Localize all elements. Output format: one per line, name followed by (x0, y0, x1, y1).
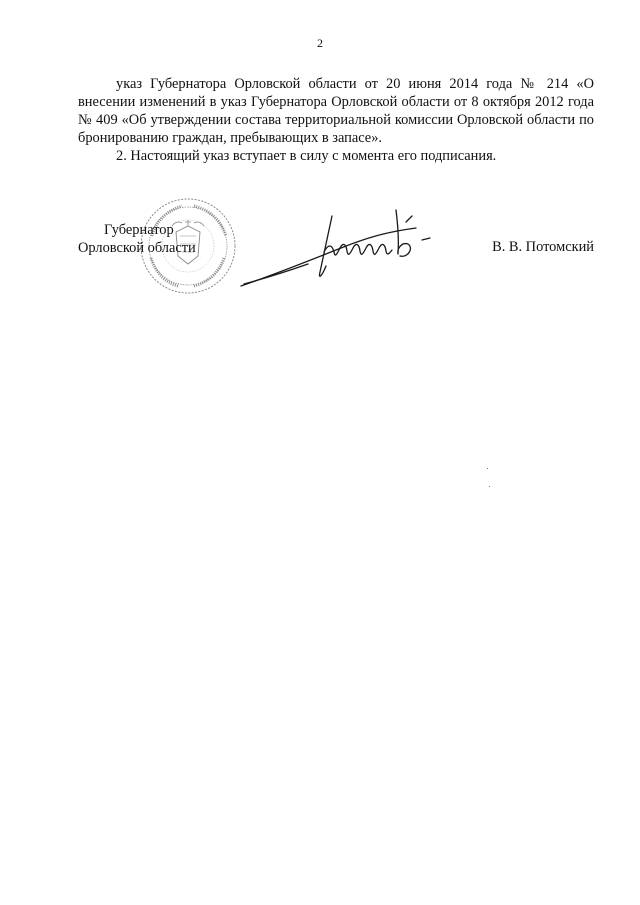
signatory-title-line1: Губернатор (104, 222, 174, 238)
scan-speck (487, 468, 488, 469)
paragraph-decree-reference: указ Губернатора Орловской области от 20 июня 2014 года № 214 «О внесении изменений в указ Губернатора Орловской области от 8 октября 2012 года № 409 «Об утверждении состава территориальной комиссии Орловской области по бронированию граждан, пребывающих в запасе». (78, 76, 594, 146)
handwritten-signature-icon (236, 204, 446, 304)
document-body (78, 75, 594, 165)
signatory-title (78, 221, 196, 257)
signatory-name: В. В. Потомский (492, 239, 594, 255)
scan-speck (489, 486, 490, 487)
paragraph-effective-date: 2. Настоящий указ вступает в силу с момента его подписания. (116, 148, 497, 164)
page-number: 2 (317, 36, 323, 50)
signatory-title-line2: Орловской области (78, 240, 196, 256)
signature-block (0, 218, 640, 298)
